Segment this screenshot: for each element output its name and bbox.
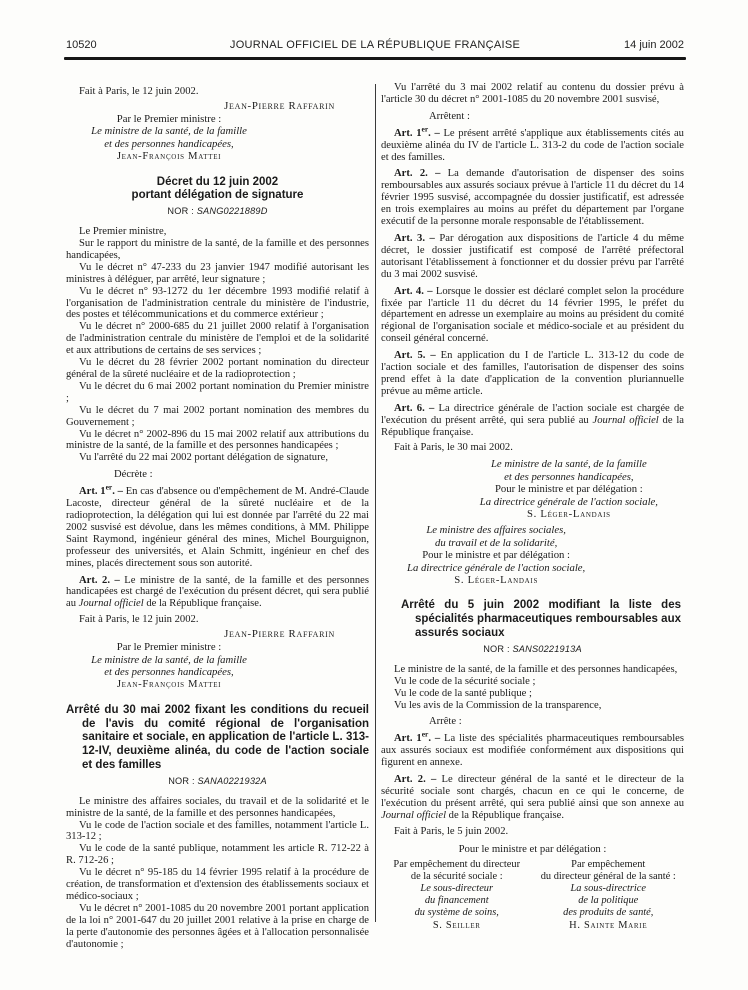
nor-label: NOR : [483, 643, 510, 654]
article-text: La directrice générale de l'action sociale est chargée de l'exécution du présent arrêté, qui sera publié au [381, 402, 684, 426]
body-paragraph: Vu le décret n° 93-1272 du 1er décembre 1993 modifié relatif à l'organisation de l'administration centrale du ministère de l'industrie, des postes et télécommunications et du commerce extérieur ; [66, 285, 369, 321]
body-paragraph: Vu le décret n° 2000-685 du 21 juillet 2000 relatif à l'organisation de l'administration centrale du ministère de l'emploi et de la solidarité et aux attributions de certains de ses services ; [66, 321, 369, 357]
article-label: Art. 5 [394, 350, 423, 362]
date-place-line: Fait à Paris, le 12 juin 2002. [79, 614, 199, 626]
article-paragraph [381, 729, 684, 769]
delegation-line: Pour le ministre et par délégation : [458, 842, 607, 855]
article-paragraph [381, 403, 684, 439]
countersignature-block [66, 113, 272, 163]
article-label-sup: er [105, 482, 113, 492]
signature-name: S. Léger-Landais [454, 574, 539, 587]
article-label: Art. 2 [394, 774, 424, 786]
body-paragraph: Vu le décret n° 47-233 du 23 janvier 1947 modifié autorisant les ministres à déléguer, par arrêté, leur signature ; [66, 261, 369, 285]
issue-date: 14 juin 2002 [624, 39, 684, 51]
body-paragraph: Vu le décret n° 2002-896 du 15 mai 2002 relatif aux attributions du ministre de la santé, de la famille et des personnes handicapées ; [66, 428, 369, 452]
header-rule [64, 57, 686, 60]
article-label: Art. 3 [394, 232, 423, 244]
signature-block [454, 458, 684, 520]
article-text: Lorsque le dossier est déclaré complet selon la procédure fixée par l'article 11 du décret du 14 février 1995, le préfet du département en adresse un exemplaire au moins au président du comité régional de l'organisation sociale et médico-sociale et au président du conseil général concerné. [381, 285, 685, 345]
article-dash: . – [423, 774, 442, 786]
article-dash: . – [422, 402, 439, 414]
article-dash: . – [421, 285, 436, 297]
nor-line [66, 206, 369, 216]
article-text: de la République française. [446, 809, 564, 821]
body-paragraph: Le ministre de la santé, de la famille et des personnes handicapées, [394, 663, 678, 675]
delegation-line: Pour le ministre et par délégation : [422, 549, 571, 562]
article-label-sup: er [421, 729, 429, 739]
body-paragraph: Vu l'arrêté du 22 mai 2002 portant délégation de signature, [79, 452, 328, 464]
nor-line [381, 644, 684, 654]
article-text: La liste des spécialités pharmaceutiques remboursables aux assurés sociaux est modifiée conformément aux dispositions qui figurent en annexe. [381, 733, 684, 769]
journal-title: JOURNAL OFFICIEL DE LA RÉPUBLIQUE FRANÇAISE [229, 39, 521, 51]
article-text: de la République française. [143, 598, 262, 610]
article-dash: . – [107, 574, 125, 586]
journal-officiel-italic: Journal officiel [78, 598, 144, 610]
column-divider [375, 84, 376, 922]
article-label: Art. 2 [394, 168, 426, 180]
two-column-body [66, 82, 684, 951]
article-paragraph [381, 124, 684, 164]
delegate-role-line: de la politique [578, 895, 639, 907]
delegate-role-line: La directrice générale de l'action sociale, [407, 561, 586, 574]
date-place-line: Fait à Paris, le 5 juin 2002. [394, 825, 509, 837]
body-paragraph: Vu le décret n° 95-185 du 14 février 1995 relatif à la procédure de création, de transformation et d'extension des établissements sociaux et médico-sociaux ; [66, 867, 369, 902]
body-paragraph: Vu le code de la sécurité sociale ; [394, 675, 536, 687]
article-paragraph [381, 286, 684, 346]
enacting-word: Arrête : [429, 716, 462, 728]
minister-title-line: Le ministre de la santé, de la famille [490, 458, 647, 471]
nor-line [66, 776, 369, 786]
signature-block [381, 524, 611, 586]
article-label-sup: er [421, 124, 429, 134]
date-place-line: Fait à Paris, le 12 juin 2002. [79, 86, 199, 97]
article-label: Art. 2 [79, 574, 108, 586]
body-paragraph: Le ministre des affaires sociales, du travail et de la solidarité et le ministre de la santé, de la famille et des personnes handicapées, [66, 795, 369, 819]
article-label: Art. 4 [394, 285, 422, 297]
article-paragraph [66, 575, 369, 611]
body-paragraph: Sur le rapport du ministre de la santé, de la famille et des personnes handicapées, [66, 238, 369, 261]
minister-title-line: et des personnes handicapées, [504, 470, 634, 483]
minister-title-line: du travail et de la solidarité, [434, 536, 558, 549]
body-paragraph: Vu le code de la santé publique ; [394, 687, 532, 699]
date-place-line: Fait à Paris, le 30 mai 2002. [394, 442, 513, 454]
body-paragraph: Vu l'arrêté du 3 mai 2002 relatif au contenu du dossier prévu à l'article 30 du décret n° 2001-1085 du 20 novembre 2001 susvisé, [381, 82, 684, 105]
arrete-heading: Arrêté du 30 mai 2002 fixant les conditions du recueil de l'avis du comité régional de l'organisation sanitaire et sociale, en application de l'article L. 313-12-IV, deuxième alinéa, du code de l'action sociale et des familles [66, 703, 369, 771]
article-label: Art. 1 [79, 486, 106, 498]
dual-signature-block [381, 859, 684, 932]
minister-title-line: et des personnes handicapées, [104, 665, 234, 678]
right-column [381, 82, 684, 951]
article-text: En cas d'absence ou d'empêchement de M. André-Claude Lacoste, directeur général de la sûreté nucléaire et de la radioprotection, la délégation qui lui est donnée par l'arrêté du 22 mai 2002 susvisé est dévolue, dans les mêmes conditions, à MM. Philippe Saint Raymond, ingénieur général des mines, Michel Bourguignon, professeur des universités, et Alain Schmitt, ingénieur en chef des mines, placés directement sous son autorité. [66, 486, 370, 569]
decree-heading-line1: Décret du 12 juin 2002 [156, 175, 279, 188]
enacting-word: Arrêtent : [429, 110, 470, 122]
article-paragraph [66, 482, 370, 569]
delegate-role-line: Le sous-directeur [420, 883, 494, 895]
countersign-intro: Par le Premier ministre : [116, 641, 222, 654]
nor-label: NOR : [168, 775, 195, 786]
empechement-line: Par empêchement du directeur [393, 858, 521, 870]
article-paragraph [381, 774, 684, 822]
body-paragraph: Le Premier ministre, [79, 226, 167, 238]
empechement-line: du directeur général de la santé : [540, 870, 676, 882]
delegate-role-line: des produits de santé, [563, 907, 654, 919]
body-paragraph: Vu le décret du 7 mai 2002 portant nomination des membres du Gouvernement ; [66, 404, 369, 428]
nor-label: NOR : [167, 206, 194, 217]
empechement-line: Par empêchement [571, 858, 646, 870]
delegation-line: Pour le ministre et par délégation : [494, 483, 643, 496]
article-dash: . – [428, 127, 444, 139]
journal-officiel-italic: Journal officiel [381, 809, 447, 821]
body-paragraph: Vu le décret du 28 février 2002 portant nomination du directeur général de la sûreté nucléaire et de la radioprotection ; [66, 357, 369, 380]
page-number: 10520 [66, 39, 97, 51]
article-dash: . – [425, 168, 448, 180]
article-dash: . – [428, 733, 445, 745]
article-label: Art. 6 [394, 402, 423, 414]
article-text: En application du I de l'article L. 313-12 du code de l'action sociale et des familles, l'autorisation de dispenser des soins prend effet à la date d'application de la convention pluriannuelle prévue au même article. [381, 350, 684, 397]
decree-heading-line2: portant délégation de signature [131, 189, 304, 202]
article-text: Le directeur général de la santé et le directeur de la sécurité sociale sont chargés, chacun en ce qui le concerne, de l'exécution du présent arrêté, qui sera publié ainsi que son annexe au [381, 774, 684, 809]
article-dash: . – [422, 350, 441, 362]
body-paragraph: Vu le code de la santé publique, notamment les article R. 712-22 à R. 712-26 ; [66, 843, 369, 867]
signature-name: S. Seiller [432, 919, 481, 931]
empechement-line: de la sécurité sociale : [410, 870, 503, 882]
signature-name: Jean-Pierre Raffarin [224, 628, 335, 641]
page-header [66, 39, 684, 51]
article-dash: . – [422, 232, 440, 244]
journal-officiel-italic: Journal officiel [592, 414, 659, 426]
minister-title-line: Le ministre des affaires sociales, [426, 524, 566, 537]
decree-heading [70, 176, 365, 204]
nor-code: SANA0221932A [197, 775, 267, 786]
article-paragraph [381, 233, 684, 281]
nor-code: SANG0221889D [196, 206, 268, 217]
signature-block [533, 859, 685, 932]
article-paragraph [381, 168, 684, 228]
article-text: Par dérogation aux dispositions de l'article 4 du même décret, le dossier justificatif est composé de l'arrêté préfectoral autorisant l'établissement à fonctionner et du dossier prévu par l'arrêté du 3 mai 2002 susvisé. [381, 232, 684, 280]
article-label: Art. 1 [394, 733, 422, 745]
article-label: Art. 1 [394, 127, 422, 139]
article-text: Le ministre de la santé, de la famille et des personnes handicapées est chargé de l'exécution du présent décret, qui sera publié au [66, 574, 369, 610]
article-text: de la République française. [381, 414, 684, 438]
delegate-role-line: La directrice générale de l'action sociale, [479, 495, 658, 508]
nor-code: SANS0221913A [512, 643, 582, 654]
enacting-word: Décrète : [114, 469, 153, 481]
delegate-role-line: La sous-directrice [570, 883, 646, 895]
arrete-heading: Arrêté du 5 juin 2002 modifiant la liste des spécialités pharmaceutiques remboursables aux assurés sociaux [401, 599, 681, 640]
left-column [66, 82, 369, 951]
signature-name: H. Sainte Marie [569, 919, 648, 931]
article-text: La demande d'autorisation de dispenser des soins remboursables aux assurés sociaux prévue à l'article 11 du décret du 14 février 1995 susvisé, accompagnée du dossier justificatif, est adressée en trois exemplaires au moins au préfet du département par l'organe exécutif de la personne morale responsable de l'établissement. [381, 168, 684, 228]
article-paragraph [381, 350, 684, 398]
countersignature-block [66, 641, 272, 691]
delegate-role-line: du financement [424, 895, 489, 907]
article-dash: . – [112, 486, 126, 498]
minister-title-line: Le ministre de la santé, de la famille [91, 653, 247, 666]
minister-title-line: Le ministre de la santé, de la famille [91, 125, 247, 138]
minister-title-line: et des personnes handicapées, [104, 137, 234, 150]
signature-name: S. Léger-Landais [526, 508, 611, 520]
signature-name: Jean-Pierre Raffarin [224, 99, 335, 112]
article-text: Le présent arrêté s'applique aux établissements cités au deuxième alinéa du IV de l'article L. 313-2 du code de l'action sociale et des familles. [381, 127, 684, 163]
body-paragraph: Vu les avis de la Commission de la transparence, [394, 699, 602, 711]
body-paragraph: Vu le décret du 6 mai 2002 portant nomination du Premier ministre ; [66, 380, 369, 404]
delegate-role-line: du système de soins, [414, 907, 499, 919]
countersignature-name: Jean-François Mattei [116, 678, 222, 691]
countersignature-name: Jean-François Mattei [116, 150, 222, 163]
body-paragraph: Vu le code de l'action sociale et des familles, notamment l'article L. 313-12 ; [66, 819, 369, 843]
signature-block [381, 859, 533, 932]
countersign-intro: Par le Premier ministre : [116, 112, 222, 125]
body-paragraph: Vu le décret n° 2001-1085 du 20 novembre 2001 portant application de la loi n° 2001-647 du 20 juillet 2001 relative à la prise en charge de la perte d'autonomie des personnes âgées et à l'allocation personnalisée d'autonomie ; [66, 902, 369, 950]
